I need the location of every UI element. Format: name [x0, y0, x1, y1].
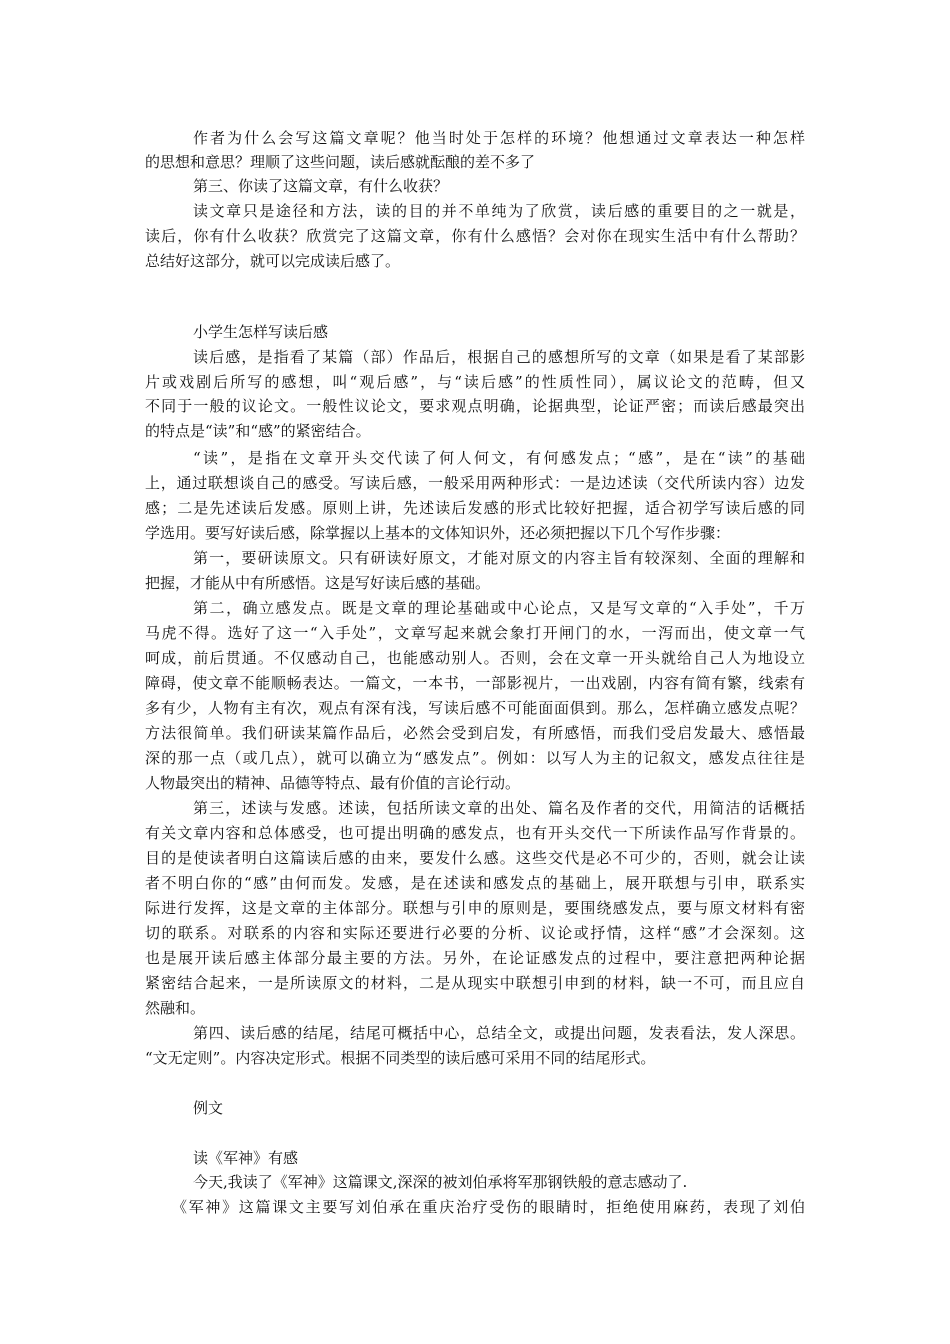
text-line: “文无定则”。内容决定形式。根据不同类型的读后感可采用不同的结尾形式。	[145, 1049, 656, 1067]
text-line: 今天,我读了《军神》这篇课文,深深的被刘伯承将军那钢铁般的意志感动了.	[193, 1173, 688, 1191]
text-line: 际进行发挥，这是文章的主体部分。联想与引申的原则是，要围绕感发点，要与原文材料有密	[145, 899, 805, 917]
text-line: “读”，是指在文章开头交代读了何人何文，有何感发点；“感”，是在“读”的基础	[193, 449, 805, 467]
text-line: 读文章只是途径和方法，读的目的并不单纯为了欣赏，读后感的重要目的之一就是，	[193, 202, 805, 220]
text-line: 者不明白你的“感”由何而发。发感，是在述读和感发点的基础上，展开联想与引申，联系实	[145, 874, 805, 892]
text-line: 总结好这部分，就可以完成读后感了。	[145, 252, 401, 270]
text-line: 不同于一般的议论文。一般性议论文，要求观点明确，论据典型，论证严密；而读后感最突出	[145, 397, 805, 415]
text-line: 人物最突出的精神、品德等特点、最有价值的言论行动。	[145, 774, 521, 792]
text-line: 然融和。	[145, 999, 206, 1017]
text-line: 第二，确立感发点。既是文章的理论基础或中心论点，又是写文章的“入手处”，千万	[193, 599, 805, 617]
example-title: 读《军神》有感	[193, 1149, 299, 1167]
text-line: 上，通过联想谈自己的感受。写读后感，一般采用两种形式：一是边述读（交代所读内容）边发	[145, 474, 805, 492]
text-line: 紧密结合起来，一是所读原文的材料，二是从现实中联想引申到的材料，缺一不可，而且应自	[145, 974, 805, 992]
text-line: 作者为什么会写这篇文章呢？他当时处于怎样的环境？他想通过文章表达一种怎样	[193, 129, 805, 147]
text-line: 片或戏剧后所写的感想，叫“观后感”，与“读后感”的性质性同），属议论文的范畴，但又	[145, 373, 805, 391]
text-line: 呵成，前后贯通。不仅感动自己，也能感动别人。否则，会在文章一开头就给自己人为地设立	[145, 649, 805, 667]
section-title: 小学生怎样写读后感	[193, 323, 329, 341]
text-line: 多有少，人物有主有次，观点有深有浅，写读后感不可能面面俱到。那么，怎样确立感发点呢？	[145, 699, 805, 717]
text-line: 第一，要研读原文。只有研读好原文，才能对原文的内容主旨有较深刻、全面的理解和	[193, 549, 805, 567]
text-line: 目的是使读者明白这篇读后感的由来，要发什么感。这些交代是必不可少的，否则，就会让读	[145, 849, 805, 867]
text-line: 感；二是先述读后发感。原则上讲，先述读后发感的形式比较好把握，适合初学写读后感的同	[145, 499, 805, 517]
text-line: 学选用。要写好读后感，除掌握以上基本的文体知识外，还必须把握以下几个写作步骤：	[145, 524, 731, 542]
text-line: 马虎不得。选好了这一“入手处”，文章写起来就会象打开闸门的水，一泻而出，使文章一气	[145, 624, 805, 642]
text-line: 第四、读后感的结尾，结尾可概括中心，总结全文，或提出问题，发表看法，发人深思。	[193, 1024, 805, 1042]
text-line: 也是展开读后感主体部分最主要的方法。另外，在论证感发点的过程中，要注意把两种论据	[145, 949, 805, 967]
text-line: 切的联系。对联系的内容和实际还要进行必要的分析、议论或抒情，这样“感”才会深刻。这	[145, 924, 805, 942]
text-line: 的思想和意思？理顺了这些问题，读后感就酝酿的差不多了	[145, 153, 536, 171]
text-line: 方法很简单。我们研读某篇作品后，必然会受到启发，有所感悟，而我们受启发最大、感悟最	[145, 724, 805, 742]
text-line: 读后感，是指看了某篇（部）作品后，根据自己的感想所写的文章（如果是看了某部影	[193, 348, 805, 366]
subheading: 第三、你读了这篇文章，有什么收获？	[193, 177, 449, 195]
text-line: 深的那一点（或几点），就可以确立为“感发点”。例如：以写人为主的记叙文，感发点往往是	[145, 749, 805, 767]
text-line: 有关文章内容和总体感受，也可提出明确的感发点，也有开头交代一下所读作品写作背景的。	[145, 824, 805, 842]
example-heading: 例文	[193, 1099, 224, 1117]
text-line: 障碍，使文章不能顺畅表达。一篇文，一本书，一部影视片，一出戏剧，内容有简有繁，线索有	[145, 674, 805, 692]
text-line: 第三，述读与发感。述读，包括所读文章的出处、篇名及作者的交代，用简洁的话概括	[193, 799, 805, 817]
text-line: 的特点是“读”和“感”的紧密结合。	[145, 422, 371, 440]
text-line: 《军神》这篇课文主要写刘伯承在重庆治疗受伤的眼睛时，拒绝使用麻药，表现了刘伯	[172, 1198, 805, 1216]
text-line: 把握，才能从中有所感悟。这是写好读后感的基础。	[145, 574, 491, 592]
text-line: 读后，你有什么收获？欣赏完了这篇文章，你有什么感悟？会对你在现实生活中有什么帮助？	[145, 227, 805, 245]
